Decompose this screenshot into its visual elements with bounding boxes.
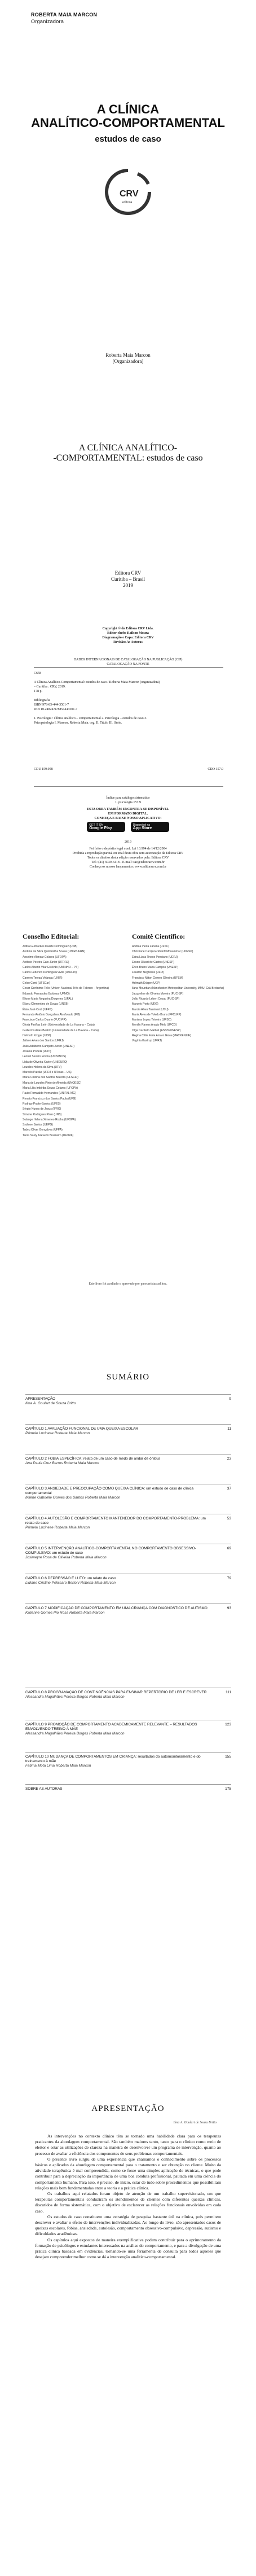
council-member: Aldira Guimarães Duarte Domínguez (UNB)	[23, 945, 78, 948]
presentation-title: APRESENTAÇÃO	[91, 2104, 165, 2113]
app-store-big: App Store	[133, 826, 152, 830]
legal-line4: Tel.: (41) 3039-6418 - E-mail: sac@editoracrv.com.br	[91, 861, 165, 864]
index-title: Índice para catálogo sistemático	[106, 796, 150, 800]
toc-entry-page: 93	[227, 1606, 231, 1610]
council-member: Jailson Alves dos Santos (UFRJ)	[23, 1039, 64, 1043]
editor-line: Editor-chefe: Railson Moura	[107, 632, 149, 635]
editorial-board-page	[0, 880, 256, 1321]
committee-member: Érico Bruno Viana Campos (UNESP)	[132, 966, 179, 970]
council-member: Sydione Santos (UEPG)	[23, 1123, 53, 1127]
council-member: Fernando Antônio Gonçalves Alcoforado (IPB)	[23, 1013, 81, 1017]
catalog-card-line: A Clínica Analítico-Comportamental: estudos de caso / Roberta Maia Marcon (organizadora)	[34, 681, 160, 684]
presentation-paragraph: Os estudos de caso constituem uma estratégia de pesquisa bastante útil na clínica, pois permitem descrever e avaliar o efeito de intervenções individualizadas. Ao longo do livro, são apresentados casos de queixas escolares, fobias, ansiedade, autolesão, comportamento obsessivo-compulsivo, depressão, autismo e dificuldades acadêmicas.	[35, 2214, 221, 2237]
ebook-line3: CONHEÇA E BAIXE NOSSO APLICATIVO!	[94, 817, 162, 820]
catalog-card-line: Bibliografia	[34, 699, 50, 702]
publisher-block	[0, 570, 256, 589]
review-line: Revisão: As Autoras	[113, 641, 143, 644]
copyright-line: Copyright © da Editora CRV Ltda.	[102, 627, 154, 630]
app-store-badges	[0, 822, 256, 832]
toc-entry-title: CAPÍTULO 9 PROMOÇÃO DE COMPORTAMENTO ACADEMICAMENTE RELEVANTE – RESULTADOS ENVOLVENDO TREINO À MÃE	[25, 1723, 197, 1731]
council-member: Élsio José Corá (UFFS)	[23, 1007, 52, 1011]
catalog-card	[34, 667, 223, 787]
toc-entry-title: CAPÍTULO 3 ANSIEDADE E PREOCUPAÇÃO COMO QUEIXA CLÍNICA: um estudo de caso de clínica comportamental	[25, 1487, 194, 1495]
toc-entry-page: 155	[225, 1755, 231, 1759]
council-member: Marcelo Paixão (UFRJ e UTexas – US)	[23, 1071, 72, 1075]
author-role: (Organizadora)	[112, 358, 144, 364]
committee-member: Helmuth Krüger (UCP)	[132, 982, 161, 985]
design-line: Diagramação e Capa: Editora CRV	[102, 636, 154, 639]
cover-title	[0, 103, 256, 130]
committee-member: Marcia Alves Tassinari (USU)	[132, 1007, 169, 1011]
committee-member: Monilly Ramos Araujo Melo (UFCG)	[132, 1023, 177, 1027]
council-member: Tania Suely Azevedo Brasileiro (UFOPA)	[23, 1133, 74, 1137]
toc-entry-page: 175	[225, 1787, 231, 1791]
legal-line3: Todos os direitos desta edição reservados pela: Editora CRV	[87, 856, 169, 860]
toc-entry-author: Kalianne Gomes Pio Rosa Roberta Maia Marcon	[25, 1611, 105, 1615]
council-member: Maria Cristina dos Santos Bezerra (UFSCar)	[23, 1076, 78, 1080]
peer-review-note: Este livro foi avaliado e aprovado por pareceristas ad hoc.	[89, 1282, 167, 1286]
toc-entry-author: Alessandra Magalhães Pereira Borges Roberta Maia Marcon	[25, 1732, 125, 1736]
council-member: Maria Lília Imbiriba Sousa Colares (UFOPA)	[23, 1087, 78, 1090]
crv-logo-icon	[97, 165, 159, 217]
council-member: Francisco Carlos Duarte (PUC-PR)	[23, 1018, 67, 1022]
toc-entry	[25, 1514, 231, 1544]
app-store-small: Disponível na	[133, 823, 151, 827]
publisher-city: Curitiba – Brasil	[111, 576, 145, 582]
ebook-line1: ESTA OBRA TAMBÉM ENCONTRA-SE DISPONÍVEL	[86, 808, 170, 811]
committee-member: Fauston Negreiros (UFPI)	[132, 971, 165, 975]
google-play-small: GET IT ON	[89, 823, 104, 827]
committee-member: Mariana Lopez Teixeira (UFSC)	[132, 1018, 171, 1022]
presentation-text	[35, 2133, 221, 2260]
google-play-big: Google Play	[89, 826, 112, 830]
cover-title-line1: A CLÍNICA	[96, 102, 160, 116]
catalog-card-line	[34, 712, 223, 716]
legal-line1: Foi feito o depósito legal conf. Lei 10.994 de 14/12/2004	[89, 847, 167, 851]
council-member: Helmuth Krüger (UCP)	[23, 1034, 51, 1038]
organizer-name: ROBERTA MAIA MARCON	[31, 12, 98, 17]
copyright-page	[0, 621, 256, 881]
catalog-card-line: 178 p.	[34, 690, 42, 693]
presentation-paragraph: O presente livro surgiu de uma experiência que chamamos o conhecimento sobre os processos básicos e aplicados da abordagem comportamental para o tratamento e ser obtenção no cliente. Muito da atividade terapêutica é mal compreendida, como se fosse uma simples aplicação de técnicas, o que pode contribuir para a depreciação da importância de uma boa conduta profissional, pautada em uma ciência do comportamento humano. Para isso, é preciso, de início, estar de tudo sobre procedimentos que possibilitam relações mais bem fundamentadas entre a teoria e a prática clínica.	[35, 2156, 221, 2191]
toc-entry-title: CAPÍTULO 4 AUTOLESÃO E COMPORTAMENTO MANTENEDOR DO COMPORTAMENTO-PROBLEMA: um relato de caso	[25, 1517, 206, 1525]
author-name: Roberta Maia Marcon	[105, 352, 151, 358]
cover-subtitle: estudos de caso	[95, 134, 161, 144]
council-member: Carlos Alberto Vilar Estêvão (UMINHO – PT)	[23, 966, 79, 970]
toc-entry-title: CAPÍTULO 7 MODIFICAÇÃO DE COMPORTAMENTO EM UMA CRIANÇA COM DIAGNÓSTICO DE AUTISMO	[25, 1606, 208, 1610]
legal-line5: Conheça os nossos lançamentos: www.editoracrv.com.br	[89, 865, 167, 869]
council-member: Eduardo Fernandes Barbosa (UFMG)	[23, 992, 70, 996]
council-member: Rodrigo Pratte-Santos (UFES)	[23, 1102, 61, 1106]
committee-member: Ilana Mountian (Manchester Metropolitan University, MMU, Grã-Bretanha)	[132, 987, 224, 991]
scientific-committee-column	[132, 932, 239, 1044]
toc-entry	[25, 1424, 231, 1454]
committee-member: Christiane Carrijo Eckhardt Mouammar (UNESP)	[132, 950, 193, 954]
catalog-card-line: – Curitiba : CRV, 2019.	[34, 685, 66, 689]
committee-member: Maria Alves de Toledo Bruns (FFCLRP)	[132, 1013, 182, 1017]
toc-entry	[25, 1604, 231, 1633]
index-block	[0, 796, 256, 805]
toc-entry	[25, 1544, 231, 1574]
presentation-paragraph: As intervenções no contexto clínico têm se tornado uma habilidade clara para os terapeutas praticantes da abordagem comportamental. São também maiores tanto, tanto para o clínico como meio de eleitor e estar as utilizações de clareza na maneira de desenvolver um programa de intervenção, quanto ao processo de avaliar a eficiência dos componentes de seus problemas comportamentais.	[35, 2133, 221, 2156]
cip-heading-line2: CATALOGAÇÃO NA FONTE	[107, 663, 149, 666]
committee-member: Olga Ceciliato Mattioli (ASSIS/UNESP)	[132, 1028, 181, 1032]
cip-heading-line1: DADOS INTERNACIONAIS DE CATALOGAÇÃO NA PUBLICAÇÃO (CIP)	[73, 658, 183, 661]
scientific-committee-list	[132, 944, 239, 1044]
cover-title-line2: ANALÍTICO-COMPORTAMENTAL	[31, 116, 225, 130]
toc-entry-author: Pâmela Lucinese Roberta Maia Marcon	[25, 1526, 90, 1530]
toc-entry	[25, 1574, 231, 1604]
legal-notice	[0, 847, 256, 869]
toc-entry-author: Fátima Mota Lima Roberta Maia Marcon	[25, 1764, 91, 1768]
toc-list-part2	[25, 1688, 231, 1816]
presentation-paragraph: Os capítulos aqui expostos de maneira exemplificativa podem contribuir para o aprimoramento da formação de psicólogos e estudantes interessados na análise do comportamento, e para a divulgação de uma prática clínica baseada em evidências, tornando-se uma ferramenta de consulta para todos aqueles que desejam compreender melhor como se dá a intervenção analítico-comportamental.	[35, 2237, 221, 2260]
toc-entry-page: 37	[227, 1487, 231, 1491]
toc-entry-title: CAPÍTULO 6 DEPRESSÃO E LUTO: um relato de caso	[25, 1576, 116, 1580]
toc-entry-page: 123	[225, 1723, 231, 1727]
toc-entry	[25, 1720, 231, 1752]
committee-member: Regina Célia Faria Amaro Giora (MACKENZIE)	[132, 1034, 191, 1038]
council-member: Sérgio Nunes de Jesus (IFRO)	[23, 1107, 61, 1111]
council-member: Paulo Romualdo Hernandes (UNIFAL-MG)	[23, 1092, 76, 1096]
presentation-page	[0, 2054, 256, 2576]
title-page-title	[0, 443, 256, 463]
publication-year: 2019	[123, 582, 133, 588]
committee-member: Edson Olivari de Castro (UNESP)	[132, 960, 174, 964]
logo-sub: editora	[122, 201, 133, 204]
council-member: Anselmo Alencar Colares (UFOPA)	[23, 955, 67, 959]
toc-entry-page: 79	[227, 1576, 231, 1580]
toc-entry-title: CAPÍTULO 2 FOBIA ESPECÍFICA: relato de um caso de medo de andar de ônibus	[25, 1457, 161, 1461]
council-member: Cesar Gerónimo Tello (Univer. Nacional Três de Febrero – Argentina)	[23, 987, 109, 991]
council-member: Gloria Fariñas León (Universidade de La Havana – Cuba)	[23, 1023, 95, 1027]
cdu-code: CDU 159.958	[34, 768, 53, 771]
editorial-council-list	[23, 944, 124, 1138]
council-member: Elizeu Clementino de Souza (UNEB)	[23, 1002, 69, 1006]
cdd-code: CDD 157.9	[208, 768, 223, 771]
ebook-line2: EM FORMATO DIGITAL.	[108, 812, 148, 816]
council-member: Lídia de Oliveira Xavier (UNIEURO)	[23, 1060, 68, 1064]
copyright-credits	[0, 627, 256, 645]
committee-member: Jacqueline de Oliveira Moreira (PUC-SP)	[132, 992, 184, 996]
toc-entry-page: 69	[227, 1547, 231, 1550]
catalog-card-line: 1. Psicologia : clínica analítico – comportamental 2. Psicologia – estudos de caso 3.	[34, 717, 147, 720]
toc-entry	[25, 1688, 231, 1720]
google-play-badge[interactable]	[87, 822, 125, 832]
committee-member: Virgínia Kastrup (UFRJ)	[132, 1039, 162, 1043]
toc-entry-author: Ilma A. Goulart de Souza Britto	[25, 1401, 76, 1405]
toc-title: SUMÁRIO	[106, 1373, 150, 1382]
council-member: Andréia da Silva Quintanilha Sousa (UNIR/UFRN)	[23, 950, 85, 954]
editorial-council-title: Conselho Editorial:	[23, 932, 80, 940]
committee-member: João Ricardo Lebert Cozac (PUC-SP)	[132, 997, 180, 1001]
council-member: Elione Maria Nogueira Diogenes (UFAL)	[23, 997, 73, 1001]
council-member: Tadeu Oliver Gonçalves (UFPA)	[23, 1128, 63, 1132]
council-member: Lourdes Helena da Silva (UFV)	[23, 1065, 62, 1069]
council-member: Celso Conti (UFSCar)	[23, 982, 50, 985]
toc-list-part1	[25, 1394, 231, 1633]
toc-entry-title: SOBRE AS AUTORAS	[25, 1787, 63, 1791]
council-member: Solange Helena Ximenes-Rocha (UFOPA)	[23, 1118, 76, 1121]
logo-text: CRV	[120, 189, 139, 199]
publisher-name: Editora CRV	[114, 570, 142, 576]
title-line2: -COMPORTAMENTAL: estudos de caso	[53, 453, 203, 463]
legal-line2: Proibida a reprodução parcial ou total desta obra sem autorização da Editora CRV	[72, 852, 184, 855]
council-member: Carlos Federico Dominguez Avila (Unieuro)	[23, 971, 77, 975]
toc-entry	[25, 1484, 231, 1514]
presentation-author: Ilma A. Goulart de Souza Britto	[173, 2121, 217, 2124]
council-member: Guillermo Arias Beatón (Universidade de La Havana – Cuba)	[23, 1028, 99, 1032]
toc-entry-title: CAPÍTULO 5 INTERVENÇÃO ANALÍTICO-COMPORTAMENTAL NO COMPORTAMENTO OBSESSIVO-COMPULSIVO: um estudo de caso	[25, 1547, 196, 1555]
committee-member: Francisco Nilton Gomes Oliveira (UFSM)	[132, 976, 183, 980]
table-of-contents-page	[0, 1321, 256, 2055]
toc-entry-title: APRESENTAÇÃO	[25, 1397, 55, 1401]
toc-entry-author: Lidiane Cristine Pelissaro Bertoni Roberta Maia Marcon	[25, 1581, 116, 1585]
toc-entry	[25, 1784, 231, 1816]
title-page	[0, 305, 256, 621]
ebook-notice	[0, 807, 256, 821]
toc-entry-page: 9	[229, 1397, 231, 1401]
index-entry: 1. psicologia 157.9	[115, 801, 141, 804]
catalog-card-line: DOI 10.24824/978854443501.7	[34, 708, 77, 711]
editorial-council-column	[23, 932, 124, 1138]
toc-entry-author: Ana Paula Cruz Barros Roberta Maia Marcon	[25, 1461, 99, 1465]
toc-entry-author: Pâmela Lucinese Roberta Maia Marcon	[25, 1431, 90, 1435]
toc-entry	[25, 1752, 231, 1784]
committee-member: Edna Lúcia Tinoco Ponciano (UERJ)	[132, 955, 178, 959]
organizer-role: Organizadora	[31, 19, 64, 24]
catalog-card-line: ISBN 978-85-444-3501-7	[34, 703, 69, 707]
catalog-card-line	[34, 694, 223, 698]
toc-entry	[25, 1394, 231, 1424]
council-member: Antônio Pereira Gaio Júnior (UFRRJ)	[23, 960, 69, 964]
catalog-card-line: C658	[34, 672, 42, 675]
council-member: Maria de Lourdes Pinto de Almeida (UNOESC)	[23, 1081, 81, 1085]
toc-entry-title: CAPÍTULO 1 AVALIAÇÃO FUNCIONAL DE UMA QUEIXA ESCOLAR	[25, 1427, 138, 1431]
app-store-badge[interactable]	[131, 822, 169, 832]
toc-entry-author: Alessandra Magalhães Pereira Borges Roberta Maia Marcon	[25, 1695, 125, 1699]
copyright-year: 2019	[125, 840, 131, 844]
toc-entry-author: Milene Gabrielle Gomes dos Santos Roberta Maia Marcon	[25, 1496, 121, 1500]
council-member: João Adalberto Campato Junior (UNESP)	[23, 1044, 74, 1048]
scientific-committee-title: Comitê Científico:	[132, 932, 186, 940]
catalog-card-line: Psicopatologia I. Marcon, Roberta Maia. org. II. Título III. Série.	[34, 721, 122, 725]
toc-entry-page: 53	[227, 1517, 231, 1521]
committee-member: Andrea Vieira Zanella (UFSC)	[132, 945, 170, 948]
council-member: Carmen Tereza Velanga (UNIR)	[23, 976, 63, 980]
toc-entry	[25, 1454, 231, 1484]
organizer-block	[31, 11, 97, 25]
council-member: Josania Portela (UFPI)	[23, 1049, 51, 1053]
toc-entry-title: CAPÍTULO 10 MUDANÇA DE COMPORTAMENTOS EM CRIANÇA: resultados do automonitoramento e do treinamento à mãe	[25, 1755, 201, 1763]
title-page-author	[0, 352, 256, 365]
council-member: Leonel Severo Rocha (UNISINOS)	[23, 1055, 66, 1059]
toc-entry-page: 111	[226, 1690, 231, 1694]
toc-entry-author: Josimeyre Rosa de Oliveira Roberta Maia Marcon	[25, 1556, 107, 1559]
toc-entry-page: 11	[227, 1427, 231, 1431]
cover-page	[0, 0, 256, 305]
council-member: Simone Rodrigues Pinto (UNB)	[23, 1112, 62, 1116]
toc-entry-title: CAPÍTULO 8 PROGRAMAÇÃO DE CONTINGÊNCIAS PARA ENSINAR REPERTÓRIO DE LER E ESCREVER	[25, 1690, 207, 1694]
title-line1: A CLÍNICA ANALÍTICO-	[78, 443, 178, 453]
cip-heading	[0, 658, 256, 667]
catalog-card-line	[34, 676, 223, 680]
presentation-paragraph: Os trabalhos aqui relatados foram objeto de atenção de um trabalho supervisionado, em que terapeutas comportamentais conduziram os atendimentos de clientes com diferentes queixas clínicas, discutidos de forma sistemática, com o objetivo de esclarecer as relações funcionais envolvidas em cada caso.	[35, 2191, 221, 2214]
toc-entry-page: 23	[227, 1457, 231, 1461]
committee-member: Marcelo Porto (UEG)	[132, 1002, 158, 1006]
catalog-card-body	[34, 671, 223, 725]
council-member: Renato Francisco dos Santos Paula (UFG)	[23, 1097, 77, 1101]
